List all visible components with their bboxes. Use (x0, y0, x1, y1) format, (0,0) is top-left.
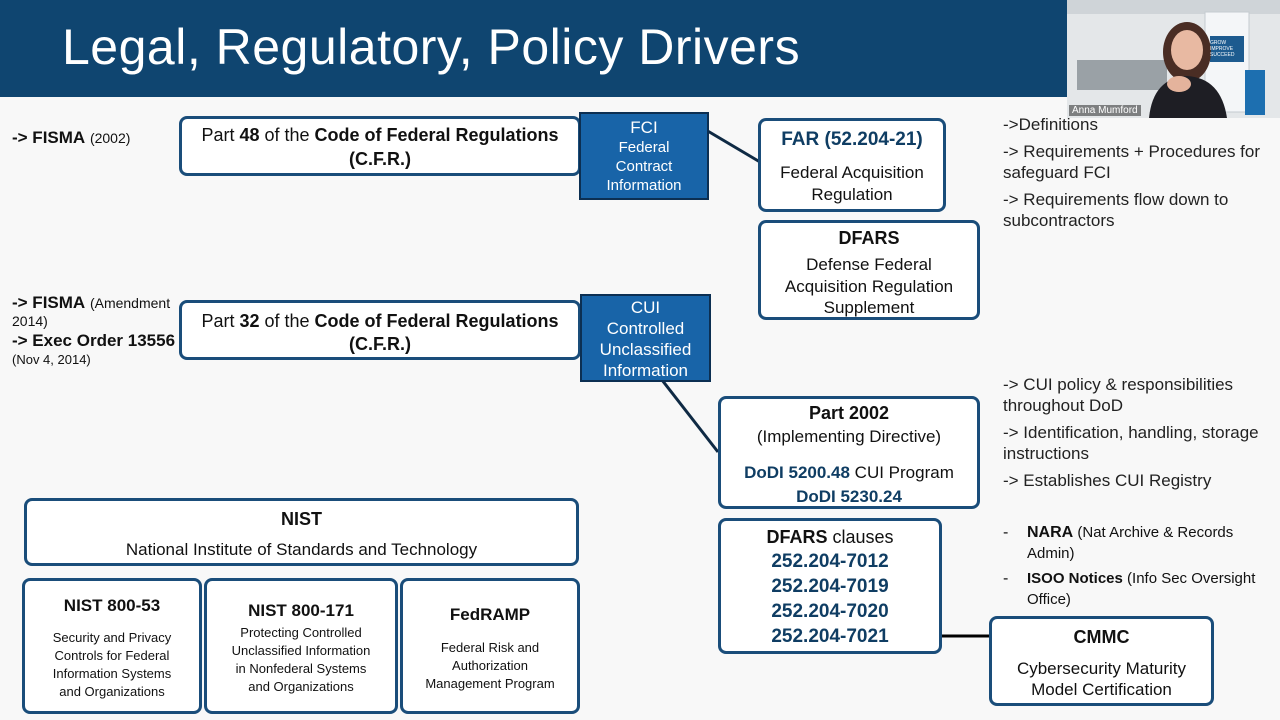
presenter-name: Anna Mumford (1069, 105, 1141, 116)
cui-part2002-connector (662, 380, 718, 452)
part2002-title: Part 2002 (808, 403, 890, 423)
dfars-clauses-box (718, 518, 942, 654)
note-exec-date: (Nov 4, 2014) (12, 352, 91, 367)
fci-line1: Federal (618, 139, 670, 156)
nist800171-line1: Protecting Controlled (240, 625, 362, 640)
dfars-line2: Acquisition Regulation (784, 277, 954, 296)
clause-7020: 252.204-7020 (771, 601, 889, 622)
nara-note-line2: Admin) (1027, 545, 1075, 562)
note-fisma-2002: -> FISMA (2002) (12, 128, 131, 147)
nist-code: NIST (280, 509, 322, 529)
cfr48-line2: (C.F.R.) (349, 149, 411, 169)
cmmc-line1: Cybersecurity Maturity (1016, 659, 1187, 678)
fci-far-connector (706, 130, 760, 162)
note-fisma-2014: -> FISMA (Amendment (12, 293, 171, 312)
nist-box (24, 498, 579, 566)
slide-title: Legal, Regulatory, Policy Drivers (62, 19, 801, 75)
cfr-part-32-box (179, 300, 581, 360)
cmmc-box (989, 616, 1214, 706)
nist80053-line3: Information Systems (52, 666, 172, 681)
fci-line2: Contract (615, 158, 673, 175)
cui-box (580, 294, 711, 382)
dfars-code: DFARS (838, 228, 900, 248)
cfr32-line1: Part 32 of the Code of Federal Regulations (201, 311, 559, 331)
far-box (758, 118, 946, 212)
fci-abbr: FCI (630, 118, 658, 137)
isoo-note: ISOO Notices (Info Sec Oversight (1027, 570, 1256, 587)
part2002-sub: (Implementing Directive) (756, 427, 942, 446)
fedramp-code: FedRAMP (449, 605, 531, 624)
note-exec-order: -> Exec Order 13556 (12, 331, 176, 350)
fedramp-line3: Management Program (425, 676, 555, 691)
cui-abbr: CUI (630, 298, 661, 317)
note-fisma-2014-year: 2014) (12, 313, 48, 329)
fedramp-line1: Federal Risk and (440, 640, 540, 655)
isoo-bullet: - (1003, 570, 1009, 587)
isoo-note-line2: Office) (1027, 591, 1071, 608)
cui-line2: Unclassified (599, 340, 692, 359)
cui-notes: -> CUI policy & responsibilities throughout DoD -> Identification, handling, storage instructions -> Establishes CUI Registry (1003, 375, 1259, 490)
cmmc-line2: Model Certification (1031, 680, 1172, 699)
nist80053-line4: and Organizations (59, 684, 165, 699)
nara-note: NARA (Nat Archive & Records (1027, 524, 1234, 541)
nist80053-line1: Security and Privacy (52, 630, 172, 645)
dfars-clauses-title: DFARS clauses (766, 527, 894, 547)
part2002-dodi2: DoDI 5230.24 (796, 487, 902, 506)
nist80053-line2: Controls for Federal (54, 648, 170, 663)
nist80053-code: NIST 800-53 (63, 596, 161, 615)
far-notes: ->Definitions -> Requirements + Procedures for safeguard FCI -> Requirements flow down to subcontractors (1003, 115, 1261, 230)
part2002-dodi1: DoDI 5200.48 CUI Program (744, 463, 954, 482)
fedramp-line2: Authorization (452, 658, 528, 673)
part-2002-box (718, 396, 980, 509)
fedramp-box (400, 578, 580, 714)
nist-line1: National Institute of Standards and Technology (125, 540, 478, 559)
clause-7019: 252.204-7019 (771, 576, 889, 597)
nist800171-line3: in Nonfederal Systems (235, 661, 367, 676)
cmmc-code: CMMC (1073, 627, 1130, 647)
nara-bullet: - (1003, 524, 1009, 541)
cfr-part-48-box (179, 116, 581, 176)
cui-line3: Information (602, 361, 689, 380)
clause-7012: 252.204-7012 (771, 551, 889, 572)
nist-800-53-box (22, 578, 202, 714)
poster-text: GROW IMPROVE SUCCEED (1210, 40, 1235, 58)
dfars-box (758, 220, 980, 320)
nist800171-line2: Unclassified Information (231, 643, 371, 658)
fci-line3: Information (606, 177, 682, 194)
far-code: FAR (52.204-21) (781, 129, 923, 150)
clause-7021: 252.204-7021 (771, 626, 889, 647)
far-line1: Federal Acquisition (780, 163, 924, 182)
dfars-line1: Defense Federal (806, 255, 932, 274)
cfr48-line1: Part 48 of the Code of Federal Regulations (201, 125, 559, 145)
nist800171-line4: and Organizations (248, 679, 354, 694)
far-line2: Regulation (811, 185, 893, 204)
fci-box (579, 112, 709, 200)
cfr32-line2: (C.F.R.) (349, 334, 411, 354)
dfars-line3: Supplement (823, 298, 915, 317)
nist-800-171-box (204, 578, 398, 714)
cui-line1: Controlled (606, 319, 685, 338)
nist800171-code: NIST 800-171 (248, 601, 354, 620)
